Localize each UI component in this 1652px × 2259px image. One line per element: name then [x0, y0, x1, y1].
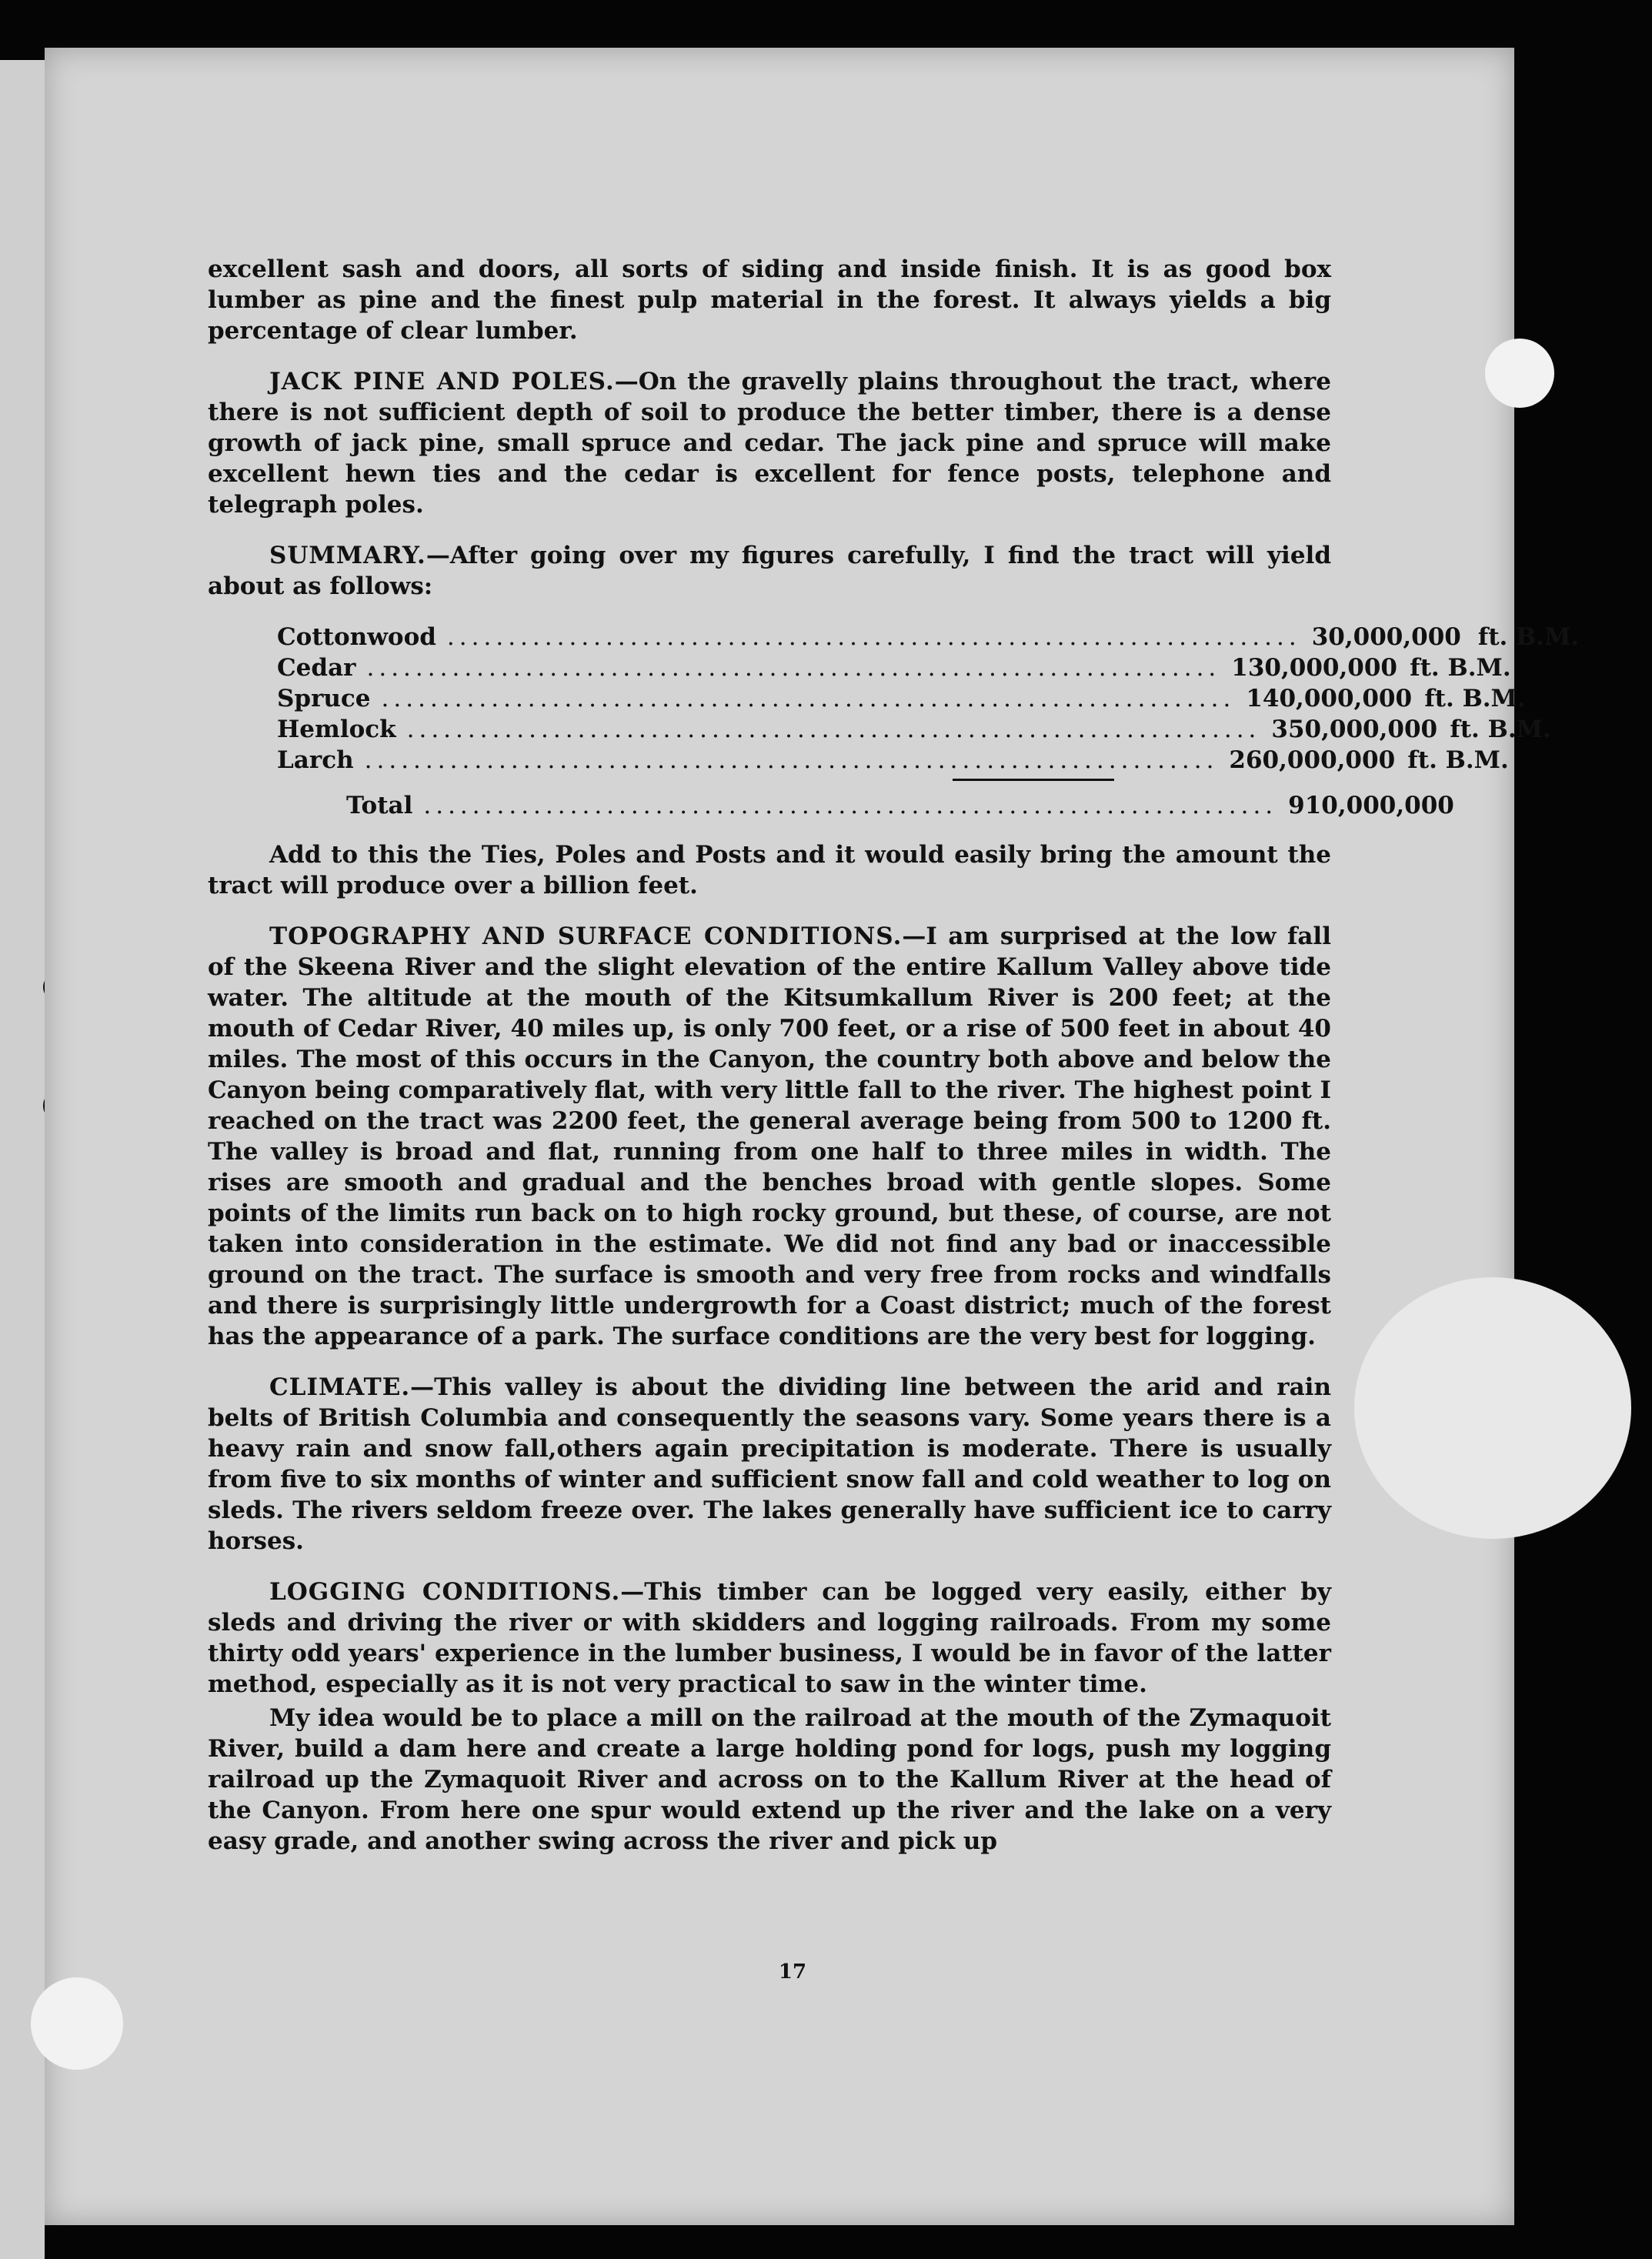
dot-leader: ...................................................................... [364, 746, 1219, 774]
paragraph: excellent sash and doors, all sorts of siding and inside finish. It is as good box lumber as pine and the finest pulp material in the forest. It always yields a big percentage of clear lumber. [208, 255, 1331, 345]
paragraph-topography [208, 921, 1331, 1352]
section-heading: JACK PINE AND POLES. [269, 368, 615, 395]
amount: 30,000,000 [1311, 623, 1461, 651]
section-heading: SUMMARY. [269, 542, 426, 569]
unit: ft. B.M. [1410, 654, 1511, 682]
total-rule [277, 779, 1247, 781]
table-row [277, 714, 1551, 745]
paragraph: My idea would be to place a mill on the railroad at the mouth of the Zymaquoit River, build a dam here and create a large holding pond for logs, push my logging railroad up the Zymaquoit River and across on to the Kallum River at the head of the Canyon. From here one spur would extend up the river and the lake on a very easy grade, and another swing across the river and pick up [208, 1704, 1331, 1855]
paper-damage [1485, 339, 1554, 408]
section-heading: TOPOGRAPHY AND SURFACE CONDITIONS. [269, 923, 903, 950]
paper-damage [31, 1977, 123, 2070]
paper-damage [1354, 1277, 1631, 1539]
paragraph-jack-pine [208, 366, 1331, 520]
amount: 140,000,000 [1246, 685, 1413, 712]
document-body [208, 254, 1580, 1877]
paragraph-text: —On the gravelly plains throughout the tract, where there is not sufficient depth of soil to produce the better timber, there is a dense growth of jack pine, small spruce and cedar. The jack pine and spruce will make excellent hewn ties and the cedar is excellent for fence posts, telephone and telegraph poles. [208, 368, 1331, 519]
total-amount: 910,000,000 [1288, 792, 1454, 819]
dot-leader: ...................................................................... [381, 685, 1236, 712]
dot-leader: ...................................................................... [423, 792, 1278, 819]
summary-table [277, 622, 1580, 821]
dot-leader: ...................................................................... [366, 654, 1221, 682]
table-row [277, 652, 1511, 683]
paragraph: Add to this the Ties, Poles and Posts and it would easily bring the amount the tract will produce over a billion feet. [208, 841, 1331, 899]
page-number: 17 [778, 1960, 807, 1984]
section-heading: LOGGING CONDITIONS. [269, 1578, 621, 1606]
unit: ft. B.M. [1407, 746, 1509, 774]
paragraph-climate [208, 1372, 1331, 1557]
total-row [346, 790, 1454, 821]
species-name: Spruce [277, 685, 371, 712]
table-row [277, 622, 1580, 652]
paragraph-text: —I am surprised at the low fall of the Skeena River and the slight elevation of the entire Kallum Valley above tide water. The altitude at the mouth of the Kitsumkallum River is 200 feet; at the mouth of Cedar River, 40 miles up, is only 700 feet, or a rise of 500 feet in about 40 miles. The most of this occurs in the Canyon, the country both above and below the Canyon being comparatively flat, with very little fall to the river. The highest point I reached on the tract was 2200 feet, the general average being from 500 to 1200 ft. The valley is broad and flat, running from one half to three miles in width. The rises are smooth and gradual and the benches broad with gentle slopes. Some points of the limits run back on to high rocky ground, but these, of course, are not taken into consideration in the estimate. We did not find any bad or inaccessible ground on the tract. The surface is smooth and very free from rocks and windfalls and there is surprisingly little undergrowth for a Coast district; much of the forest has the appearance of a park. The surface conditions are the very best for logging. [208, 923, 1331, 1350]
paragraph-text: —This timber can be logged very easily, either by sleds and driving the river or with skidders and logging railroads. From my some thirty odd years' experience in the lumber business, I would be in favor of the latter method, especially as it is not very practical to saw in the winter time. [208, 1578, 1332, 1698]
species-name: Cottonwood [277, 623, 436, 651]
section-heading: CLIMATE. [269, 1373, 411, 1401]
species-name: Larch [277, 746, 354, 774]
amount: 350,000,000 [1271, 716, 1438, 743]
dot-leader: ...................................................................... [446, 623, 1301, 651]
dot-leader: ...................................................................... [406, 716, 1261, 743]
previous-page-edge [0, 60, 45, 2259]
total-label: Total [346, 792, 413, 819]
paragraph-summary [208, 540, 1331, 602]
table-row [277, 745, 1509, 776]
amount: 260,000,000 [1229, 746, 1396, 774]
unit: ft. B.M. [1424, 685, 1526, 712]
unit: ft. B.M. [1450, 716, 1551, 743]
divider [953, 779, 1114, 781]
paragraph-text: —This valley is about the dividing line between the arid and rain belts of British Columbia and consequently the seasons vary. Some years there is a heavy rain and snow fall,others again precipitation is moderate. There is usually from five to six months of winter and sufficient snow fall and cold weather to log on sleds. The rivers seldom freeze over. The lakes generally have sufficient ice to carry horses. [208, 1373, 1331, 1555]
species-name: Cedar [277, 654, 356, 682]
amount: 130,000,000 [1231, 654, 1397, 682]
paragraph-logging [208, 1577, 1331, 1700]
species-name: Hemlock [277, 716, 396, 743]
table-row [277, 683, 1526, 714]
unit: ft. B.M. [1477, 623, 1580, 651]
paragraph-text: —After going over my figures carefully, I find the tract will yield about as follows: [208, 542, 1331, 600]
